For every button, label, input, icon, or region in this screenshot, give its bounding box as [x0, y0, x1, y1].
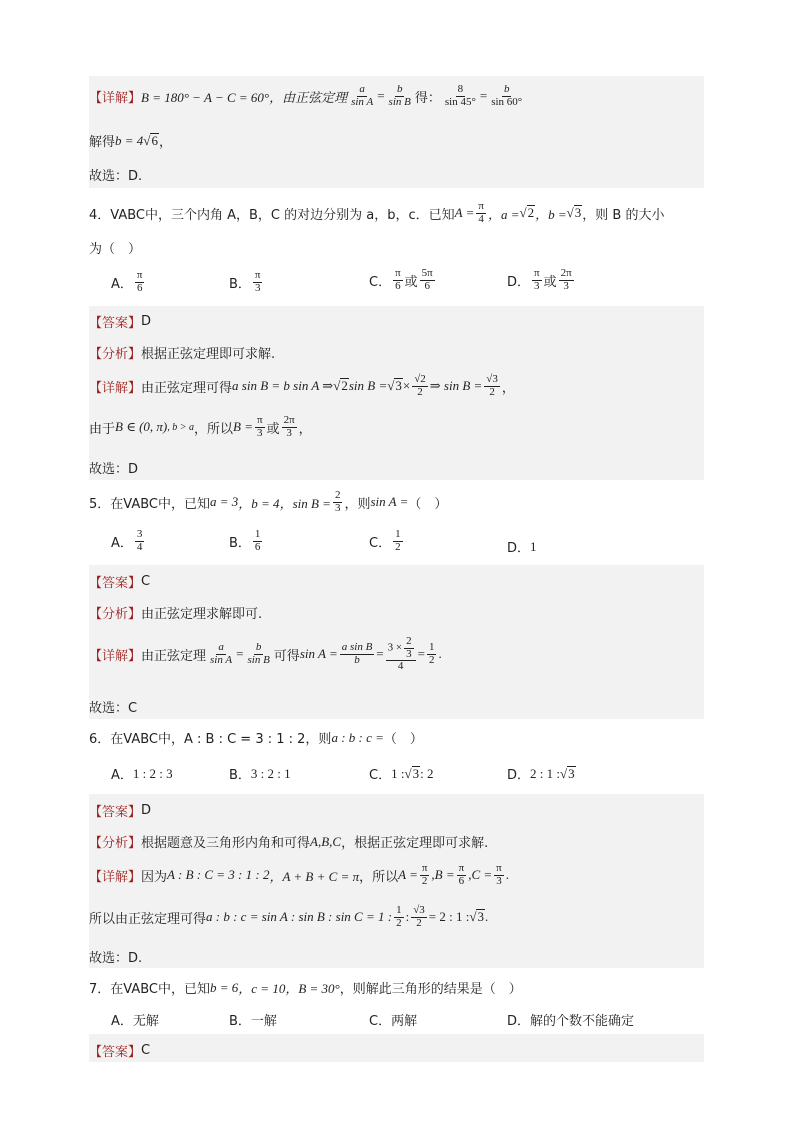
q5-option-d[interactable]: D． 1 [507, 538, 537, 556]
q4-stem-line2: 为（ ） [89, 242, 142, 257]
q4-option-b[interactable]: B． $\frac{\pi}{3}$ [229, 269, 261, 294]
q5-choice: 故选：C [89, 701, 138, 716]
q7-option-c[interactable]: C．两解 [369, 1014, 418, 1029]
q4-answer: 【答案】 D [89, 314, 152, 331]
q3-detail-line: 【详解】 B = 180° − A − C = 60°，由正弦定理 $\frac{a}{\text{sin A}}$ = $\frac{b}{\text{sin B}}$ 得： $\frac{8}{\sin 45^\circ}$ = $\frac{b}{\sin 60^\circ}$ [89, 83, 523, 108]
fraction: $\frac{\pi}{4}$ [478, 200, 484, 225]
q6-stem: 6．在VABC中，A : B : C = 3 : 1 : 2，则 a : b : c = （ ） [89, 729, 423, 747]
q6-option-d[interactable]: D． 2 : 1 : √ 3 [507, 765, 575, 783]
q4-analysis: 【分析】 根据正弦定理即可求解. [89, 347, 276, 362]
sqrt: √ 3 [566, 205, 582, 221]
q6-detail-line2: 所以由正弦定理可得 a : b : c = sin A : sin B : sin C = 1 : $\frac{1}{2}$ : $\frac{√3}{2}$ = 2 : 1 : √ 3 . [89, 904, 489, 929]
fraction: $\frac{b}{\text{sin B}}$ [388, 83, 411, 108]
q4-option-a[interactable]: A． $\frac{\pi}{6}$ [111, 269, 143, 294]
q7-answer: 【答案】 C [89, 1043, 151, 1060]
detail-tag: 【详解】 [89, 90, 142, 106]
q5-analysis: 【分析】 由正弦定理求解即可. [89, 607, 263, 622]
q5-option-a[interactable]: A． $\frac{3}{4}$ [111, 528, 143, 553]
q6-option-a[interactable]: A． 1 : 2 : 3 [111, 765, 173, 783]
sqrt: √ 2 [519, 205, 535, 221]
q7-option-b[interactable]: B．一解 [229, 1014, 277, 1029]
q6-choice: 故选：D. [89, 951, 143, 966]
q4-option-c[interactable]: C． $\frac{\pi}{6}$ 或 $\frac{5\pi}{6}$ [369, 267, 433, 292]
q4-choice: 故选：D [89, 462, 139, 477]
q4-detail-line1: 【详解】 由正弦定理可得 a sin B = b sin A ⇒ √ 2 sin B = √ 3 × $\frac{√2}{2}$ ⇒ sin B = $\frac{√3}{2}$ ， [89, 373, 515, 398]
fraction: $\frac{b}{\sin 60^\circ}$ [491, 83, 523, 108]
fraction: $\frac{a}{\text{sin A}}$ [351, 83, 374, 108]
q6-answer: 【答案】 D [89, 803, 152, 820]
q4-stem-line1: 4．VABC中，三个内角 A，B，C 的对边分别为 a，b，c．已知 A = $\frac{\pi}{4}$ ，a = √ 2 ，b = √ 3 ，则 B 的大小 [89, 200, 665, 225]
sqrt: √ 6 [143, 132, 158, 148]
q4-detail-line2: 由于 B ∈ (0, π) , b > a ，所以 B = $\frac{\pi}{3}$ 或 $\frac{2\pi}{3}$ ， [89, 414, 312, 439]
q6-option-c[interactable]: C． 1 : √ 3 : 2 [369, 765, 434, 783]
fraction: $\frac{8}{\sin 45^\circ}$ [444, 83, 476, 108]
q5-option-b[interactable]: B． $\frac{1}{6}$ [229, 528, 261, 553]
q3-choice: 故选：D. [89, 169, 143, 184]
q5-option-c[interactable]: C． $\frac{1}{2}$ [369, 528, 401, 553]
q5-answer: 【答案】 C [89, 574, 151, 591]
q5-stem: 5．在VABC中，已知 a = 3 ，b = 4 ，sin B = $\frac{2}{3}$ ，则 sin A = （ ） [89, 489, 448, 514]
q5-detail: 【详解】 由正弦定理 $\frac{a}{\text{sin A}}$ = $\frac{b}{\text{sin B}}$ 可得 sin A = $\frac{\text{a sin B}}{b}$ = 3 × $\frac{2}{3}$ 4 = $\frac{1}{2}$ . [89, 635, 442, 673]
q6-option-b[interactable]: B． 3 : 2 : 1 [229, 765, 291, 783]
q7-stem: 7．在VABC中，已知 b = 6 ，c = 10 ，B = 30° ，则解此三角形的结果是（ ） [89, 979, 522, 997]
q6-detail-line1: 【详解】 因为 A : B : C = 3 : 1 : 2 ，A + B + C = π ，所以 A = $\frac{\pi}{2}$ ,B = $\frac{\pi}{6}$ ,C = $\frac{\pi}{3}$ . [89, 862, 509, 887]
q4-option-d[interactable]: D． $\frac{\pi}{3}$ 或 $\frac{2\pi}{3}$ [507, 267, 572, 292]
q6-analysis: 【分析】 根据题意及三角形内角和可得 A,B,C ，根据正弦定理即可求解. [89, 833, 489, 851]
q3-solve-line: 解得 b = 4 √ 6 ， [89, 132, 172, 150]
q7-option-a[interactable]: A．无解 [111, 1014, 159, 1029]
q7-solution-block [89, 1034, 704, 1062]
q7-option-d[interactable]: D．解的个数不能确定 [507, 1014, 635, 1029]
